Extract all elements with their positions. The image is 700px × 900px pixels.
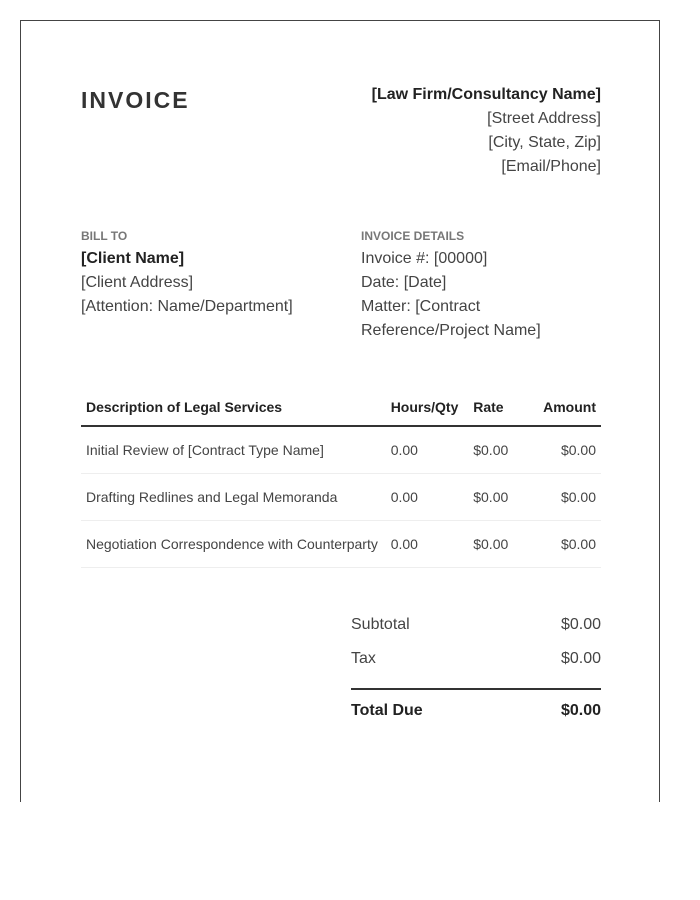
row-rate: $0.00: [468, 521, 519, 568]
header-description: Description of Legal Services: [81, 389, 386, 426]
subtotal-value: $0.00: [560, 616, 601, 633]
firm-contact: [Email/Phone]: [501, 158, 601, 175]
parties-section: [81, 229, 601, 343]
row-description: Negotiation Correspondence with Counterparty: [81, 521, 386, 568]
header-amount: Amount: [520, 389, 601, 426]
subtotal-row: [351, 614, 601, 648]
header-hours: Hours/Qty: [386, 389, 469, 426]
row-hours: 0.00: [386, 474, 469, 521]
client-name: [Client Name]: [81, 250, 185, 267]
client-attention: [Attention: Name/Department]: [81, 298, 293, 315]
services-table: [81, 389, 601, 568]
firm-name: [Law Firm/Consultancy Name]: [371, 86, 601, 103]
bill-to-block: [81, 229, 361, 343]
firm-city: [City, State, Zip]: [488, 134, 601, 151]
table-row: [81, 474, 601, 521]
total-due-value: $0.00: [560, 702, 601, 719]
header-rate: Rate: [468, 389, 519, 426]
total-due-label: Total Due: [351, 702, 423, 719]
row-hours: 0.00: [386, 426, 469, 474]
table-header-row: [81, 389, 601, 426]
row-amount: $0.00: [520, 426, 601, 474]
firm-info: [372, 83, 601, 179]
invoice-title: INVOICE: [81, 87, 190, 113]
row-description: Initial Review of [Contract Type Name]: [81, 426, 386, 474]
total-due-row: [351, 688, 601, 734]
invoice-number: Invoice #: [00000]: [361, 250, 488, 267]
tax-row: [351, 648, 601, 682]
row-rate: $0.00: [468, 426, 519, 474]
row-amount: $0.00: [520, 521, 601, 568]
firm-street: [Street Address]: [487, 110, 601, 127]
row-description: Drafting Redlines and Legal Memoranda: [81, 474, 386, 521]
tax-value: $0.00: [560, 650, 601, 667]
table-row: [81, 426, 601, 474]
invoice-date: Date: [Date]: [361, 274, 447, 291]
bill-to-label: BILL TO: [81, 229, 128, 243]
totals-section: [351, 614, 601, 734]
row-hours: 0.00: [386, 521, 469, 568]
row-rate: $0.00: [468, 474, 519, 521]
matter-line-2: Reference/Project Name]: [361, 322, 541, 339]
subtotal-label: Subtotal: [351, 616, 410, 633]
tax-label: Tax: [351, 650, 376, 667]
invoice-details-label: INVOICE DETAILS: [361, 229, 465, 243]
invoice-content: [81, 83, 601, 734]
invoice-page: [20, 20, 660, 802]
client-address: [Client Address]: [81, 274, 194, 291]
invoice-header: [81, 83, 601, 213]
matter-line-1: Matter: [Contract: [361, 298, 481, 315]
invoice-details-block: [361, 229, 601, 343]
table-row: [81, 521, 601, 568]
row-amount: $0.00: [520, 474, 601, 521]
